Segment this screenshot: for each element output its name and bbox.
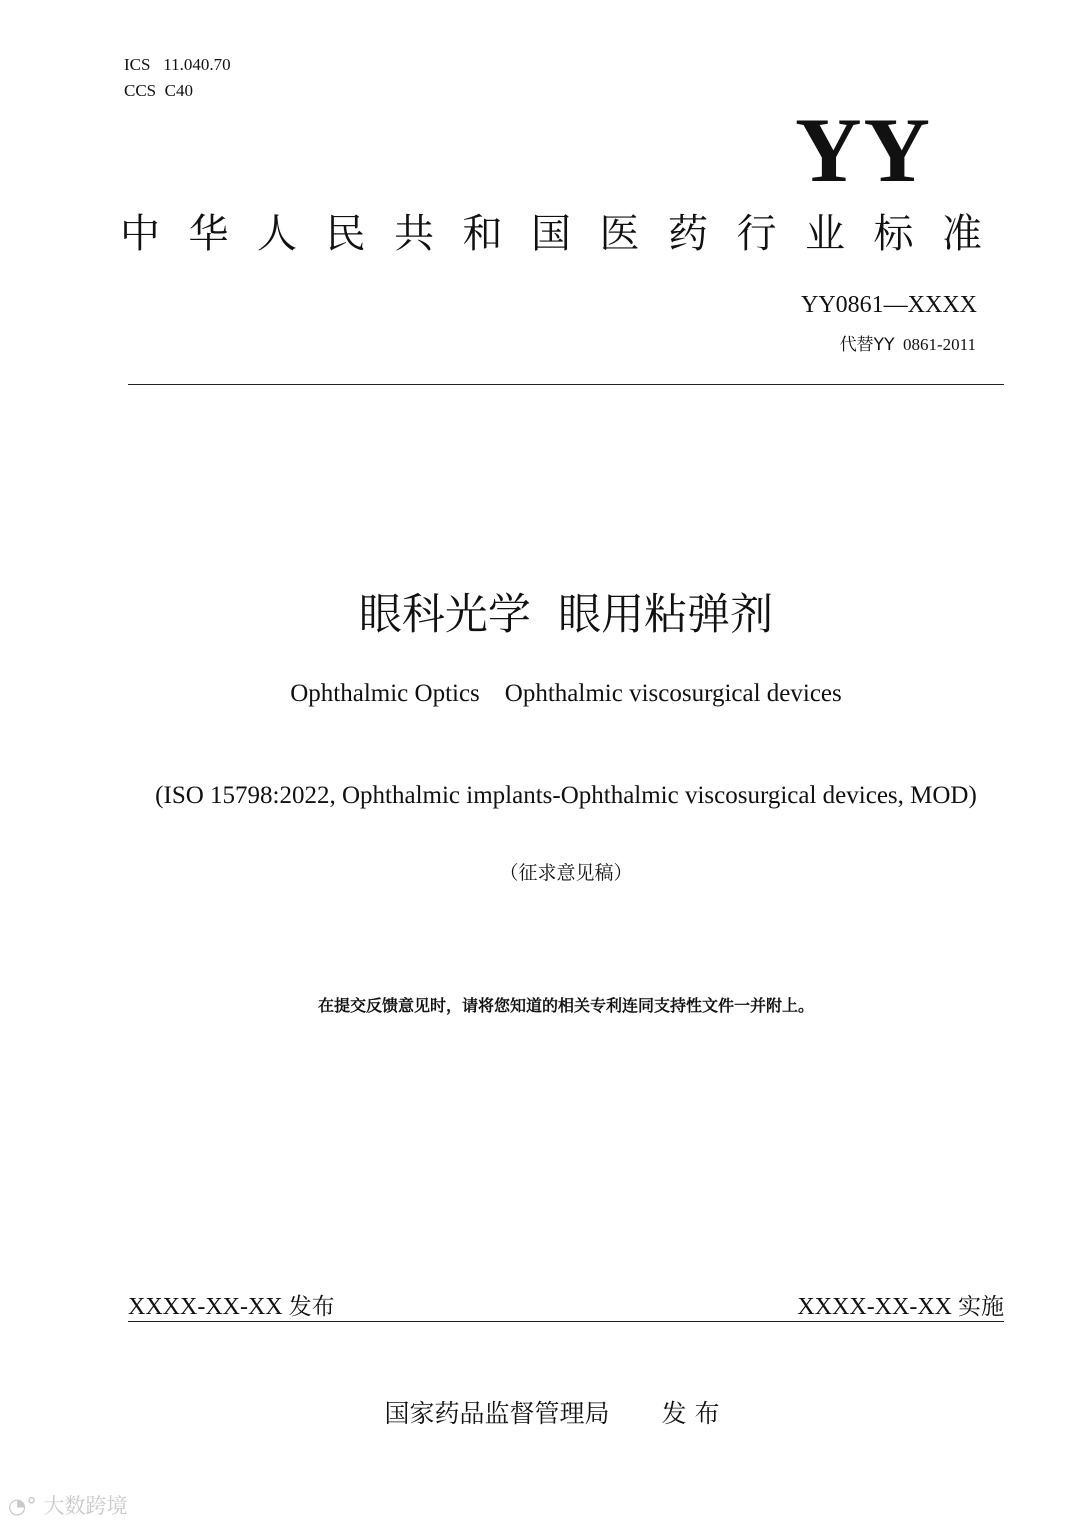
- standard-number: YY0861—XXXX: [801, 292, 977, 318]
- issue-date-line: [128, 1288, 335, 1321]
- implementation-date: XXXX-XX-XX: [797, 1294, 952, 1320]
- footer-divider: [128, 1321, 1004, 1322]
- replaces-line: [840, 330, 976, 355]
- patent-notice: 在提交反馈意见时，请将您知道的相关专利连同支持性文件一并附上。: [317, 996, 814, 1015]
- publisher-name: 国家药品监督管理局: [384, 1399, 610, 1428]
- document-title-en: Ophthalmic Optics Ophthalmic viscosurgical devices: [290, 680, 842, 707]
- draft-label: （征求意见稿）: [499, 862, 633, 884]
- classification-codes: [124, 52, 231, 104]
- replaces-label: 代替YY: [839, 335, 895, 355]
- ics-code: 11.040.70: [163, 55, 231, 74]
- yy-logo: YY: [795, 99, 932, 201]
- watermark-text: 大数跨境: [43, 1494, 128, 1518]
- iso-reference: (ISO 15798:2022, Ophthalmic implants-Ophthalmic viscosurgical devices, MOD): [155, 782, 977, 809]
- document-title-zh: 眼科光学 眼用粘弹剂: [358, 590, 774, 640]
- watermark: [8, 1490, 128, 1520]
- ccs-label: CCS: [124, 81, 157, 100]
- header-divider: [128, 384, 1004, 385]
- ccs-code: C40: [164, 81, 193, 100]
- replaces-number: 0861-2011: [902, 335, 976, 354]
- implementation-label: 实施: [958, 1294, 1004, 1320]
- watermark-logo-icon: ◔°: [8, 1494, 37, 1518]
- publish-label: 发 布: [661, 1399, 720, 1428]
- ics-label: ICS: [124, 55, 151, 74]
- standard-type-title: 中华人民共和国医药行业标准: [120, 211, 1011, 257]
- issue-label: 发布: [288, 1294, 335, 1320]
- publisher-line: [0, 1394, 1080, 1430]
- implementation-date-line: [797, 1288, 1004, 1321]
- issue-date: XXXX-XX-XX: [128, 1294, 283, 1320]
